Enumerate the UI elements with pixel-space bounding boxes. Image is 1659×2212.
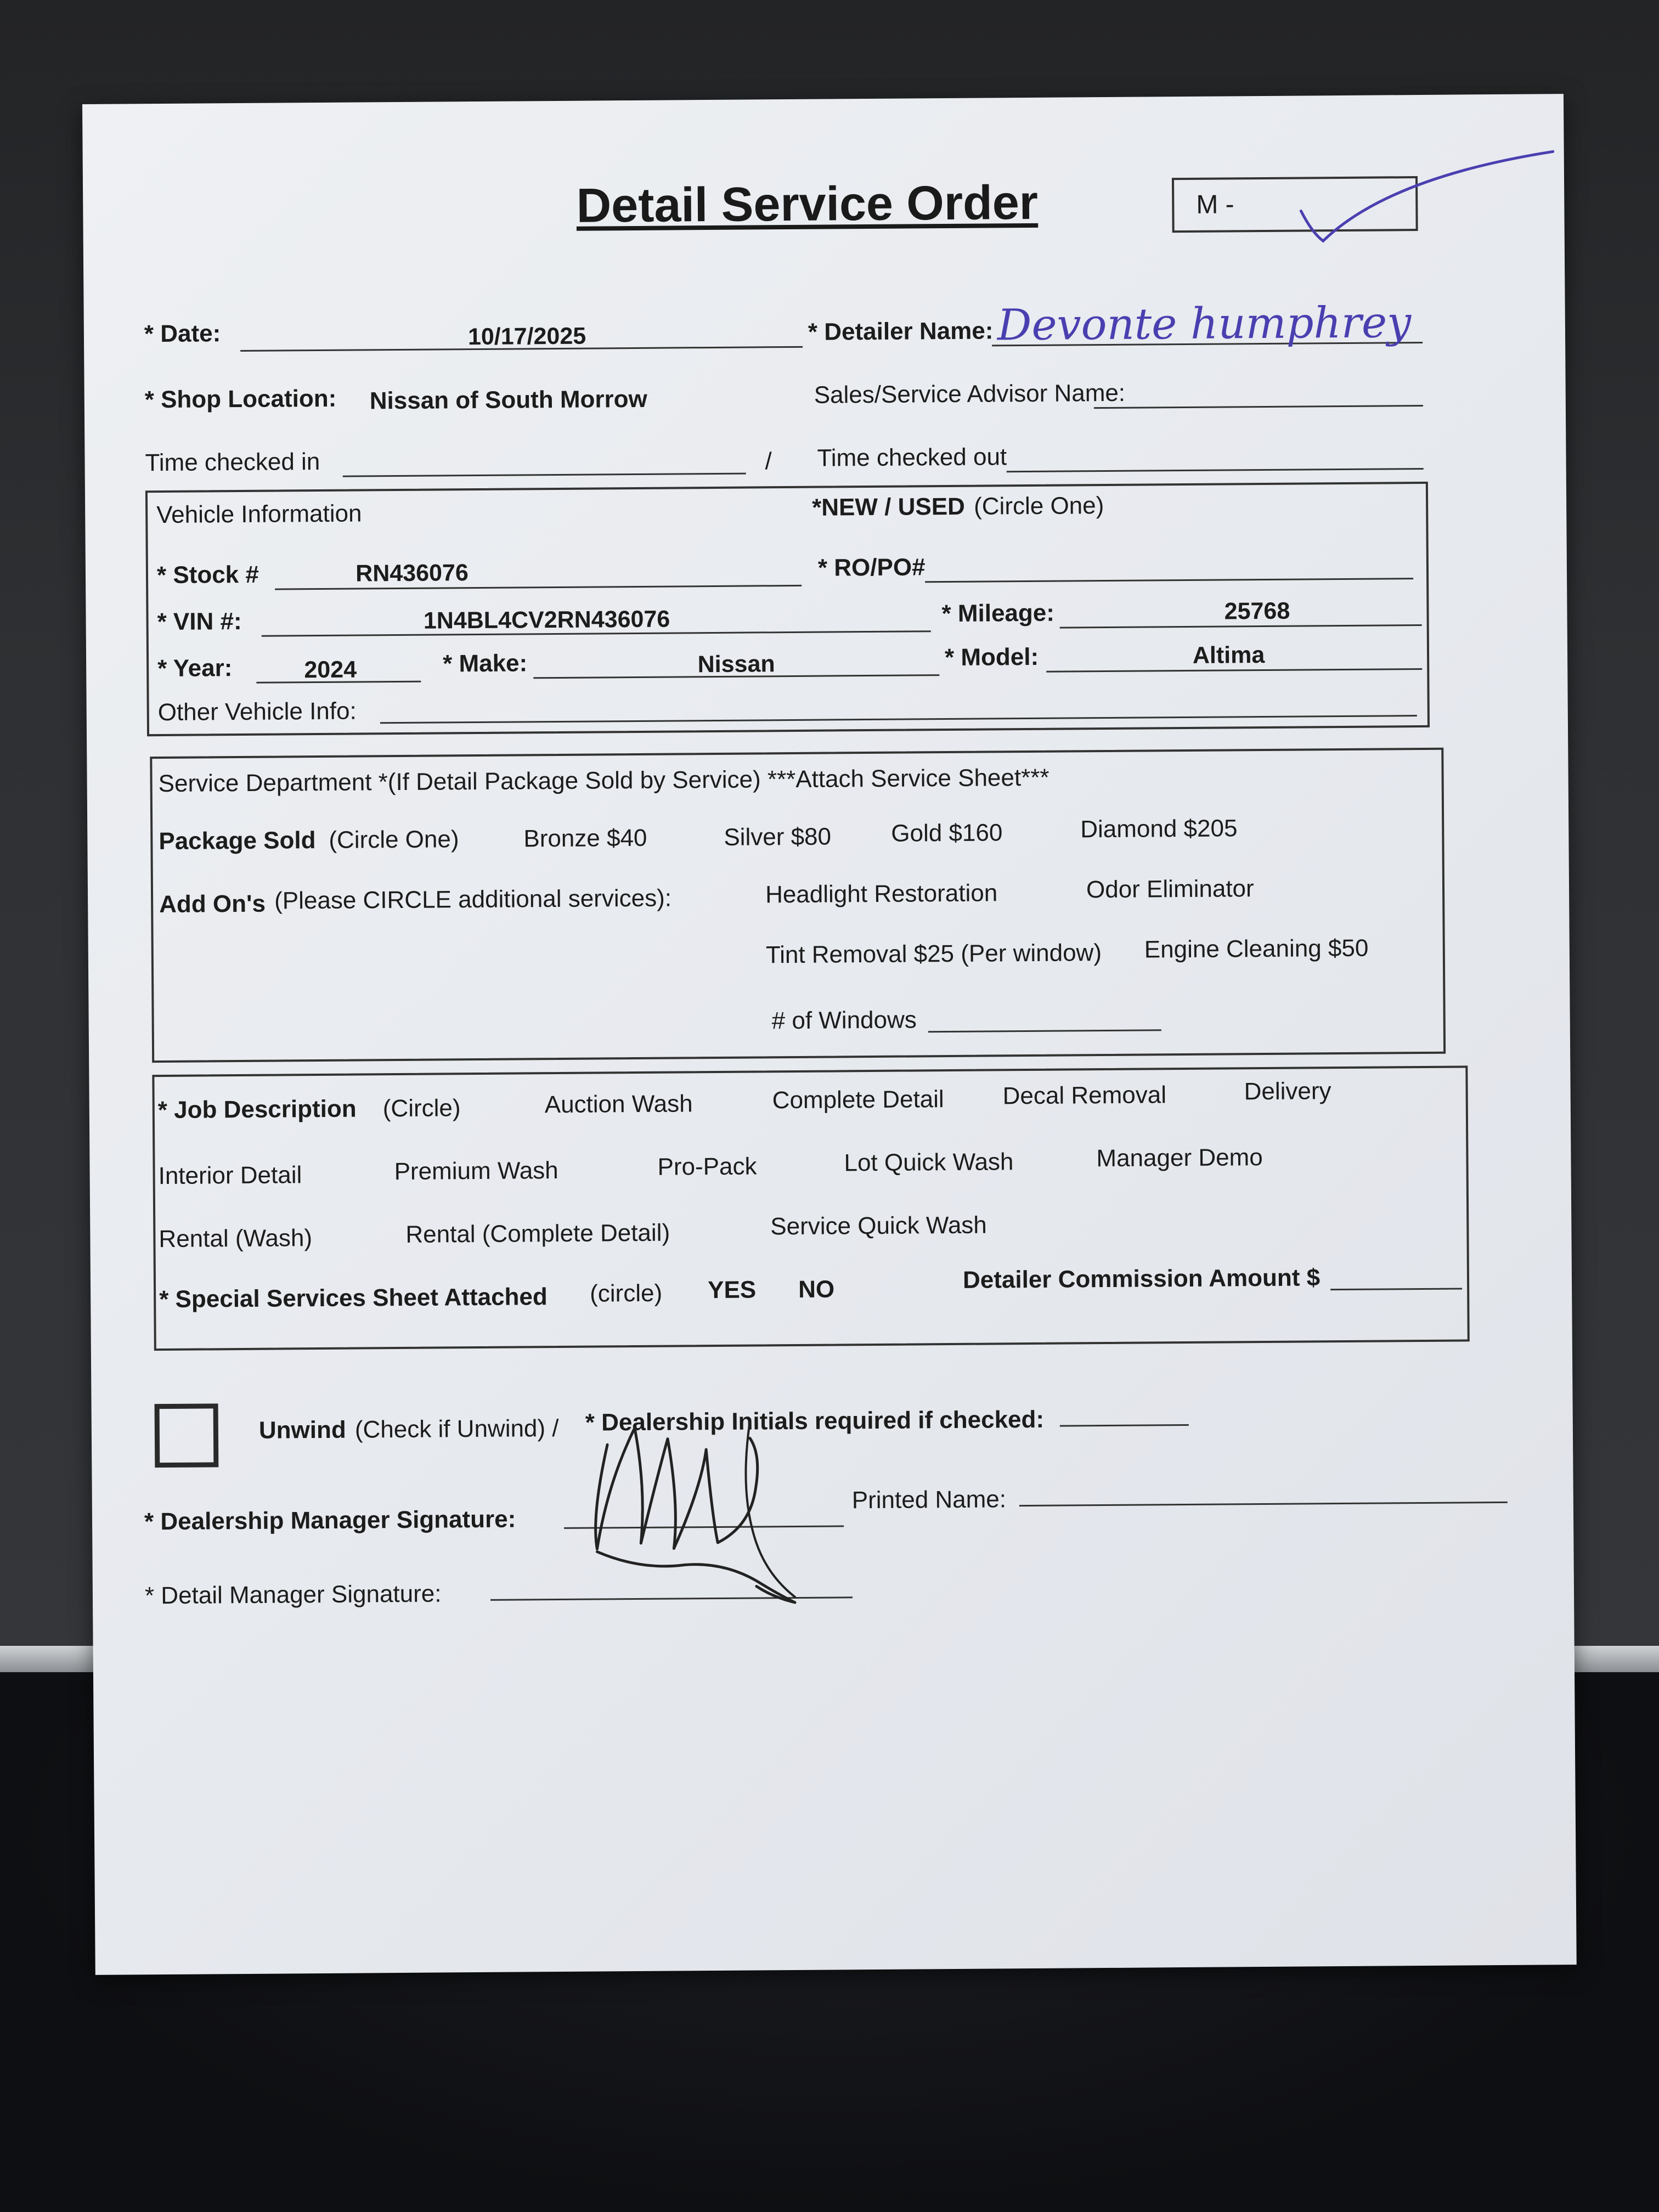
- stock-label: * Stock #: [156, 561, 259, 589]
- addon-tint-removal[interactable]: Tint Removal $25 (Per window): [765, 939, 1102, 969]
- vehicle-info-heading: Vehicle Information: [156, 500, 362, 529]
- unwind-label: Unwind: [258, 1416, 346, 1444]
- number-of-windows-label: # of Windows: [771, 1006, 917, 1035]
- printed-name-line[interactable]: [1019, 1502, 1508, 1506]
- handwritten-check-mark: [1278, 127, 1565, 250]
- detailer-name-handwriting: Devonte humphrey: [997, 298, 1412, 351]
- advisor-name-line[interactable]: [1094, 405, 1423, 409]
- make-value: Nissan: [697, 651, 775, 678]
- advisor-name-label: Sales/Service Advisor Name:: [814, 379, 1126, 409]
- time-checked-out-line[interactable]: [1007, 468, 1424, 472]
- special-services-instruction: (circle): [589, 1279, 663, 1307]
- model-value: Altima: [1192, 641, 1265, 669]
- job-interior-detail[interactable]: Interior Detail: [158, 1161, 302, 1190]
- time-checked-out-label: Time checked out: [817, 443, 1007, 472]
- job-rental-complete-detail[interactable]: Rental (Complete Detail): [405, 1219, 670, 1248]
- m-number-label: M -: [1196, 190, 1234, 219]
- job-complete-detail[interactable]: Complete Detail: [772, 1086, 944, 1114]
- add-ons-label: Add On's: [159, 890, 266, 918]
- make-label: * Make:: [442, 650, 528, 678]
- dealership-manager-signature-label: * Dealership Manager Signature:: [144, 1505, 516, 1536]
- job-service-quick-wash[interactable]: Service Quick Wash: [770, 1211, 987, 1240]
- job-decal-removal[interactable]: Decal Removal: [1002, 1081, 1167, 1110]
- job-description-label: * Job Description: [157, 1095, 357, 1124]
- service-order-sheet: [82, 94, 1577, 1975]
- mileage-label: * Mileage:: [941, 599, 1055, 628]
- job-description-instruction: (Circle): [382, 1094, 461, 1122]
- commission-label: Detailer Commission Amount $: [962, 1264, 1321, 1294]
- unwind-instruction: (Check if Unwind) /: [354, 1414, 559, 1443]
- addon-odor-eliminator[interactable]: Odor Eliminator: [1086, 875, 1254, 904]
- date-value: 10/17/2025: [467, 323, 586, 351]
- job-premium-wash[interactable]: Premium Wash: [394, 1156, 558, 1186]
- package-gold[interactable]: Gold $160: [891, 819, 1003, 847]
- time-checked-in-line[interactable]: [343, 473, 746, 477]
- package-silver[interactable]: Silver $80: [724, 823, 832, 851]
- year-label: * Year:: [157, 654, 233, 682]
- other-vehicle-info-label: Other Vehicle Info:: [157, 697, 357, 726]
- job-pro-pack[interactable]: Pro-Pack: [657, 1153, 757, 1181]
- date-label: * Date:: [144, 320, 221, 348]
- job-rental-wash[interactable]: Rental (Wash): [159, 1224, 313, 1253]
- new-used-instruction: (Circle One): [973, 492, 1104, 520]
- detailer-name-label: * Detailer Name:: [808, 317, 994, 346]
- special-services-label: * Special Services Sheet Attached: [159, 1283, 548, 1313]
- year-value: 2024: [304, 656, 357, 684]
- dealership-initials-label: * Dealership Initials required if checked:: [585, 1406, 1045, 1436]
- mileage-value: 25768: [1224, 597, 1290, 625]
- job-delivery[interactable]: Delivery: [1244, 1077, 1331, 1105]
- job-lot-quick-wash[interactable]: Lot Quick Wash: [844, 1148, 1014, 1177]
- dealership-initials-line[interactable]: [1060, 1424, 1189, 1427]
- manager-signature-scribble: [574, 1404, 861, 1621]
- vin-value: 1N4BL4CV2RN436076: [423, 606, 670, 634]
- printed-name-label: Printed Name:: [851, 1486, 1007, 1514]
- package-diamond[interactable]: Diamond $205: [1080, 815, 1238, 843]
- shop-location-value: Nissan of South Morrow: [369, 385, 647, 415]
- job-auction-wash[interactable]: Auction Wash: [544, 1090, 693, 1119]
- package-sold-instruction: (Circle One): [329, 826, 459, 854]
- vin-label: * VIN #:: [157, 607, 242, 636]
- shop-location-label: * Shop Location:: [144, 385, 337, 414]
- unwind-checkbox[interactable]: [155, 1403, 219, 1468]
- add-ons-instruction: (Please CIRCLE additional services):: [274, 884, 672, 915]
- addon-engine-cleaning[interactable]: Engine Cleaning $50: [1144, 934, 1369, 963]
- special-services-no[interactable]: NO: [798, 1276, 835, 1303]
- package-bronze[interactable]: Bronze $40: [523, 824, 647, 853]
- time-checked-in-label: Time checked in: [145, 448, 320, 477]
- time-separator: /: [765, 448, 772, 475]
- new-used-label[interactable]: *NEW / USED: [811, 493, 966, 521]
- package-sold-label: Package Sold: [159, 827, 316, 855]
- form-title: Detail Service Order: [576, 174, 1039, 233]
- service-department-heading: Service Department *(If Detail Package Sold by Service) ***Attach Service Sheet***: [158, 764, 1049, 798]
- stock-value: RN436076: [356, 560, 469, 587]
- addon-headlight-restoration[interactable]: Headlight Restoration: [765, 879, 998, 909]
- ro-po-label: * RO/PO#: [817, 554, 926, 582]
- job-manager-demo[interactable]: Manager Demo: [1096, 1144, 1263, 1172]
- detail-manager-signature-label: * Detail Manager Signature:: [144, 1580, 442, 1610]
- special-services-yes[interactable]: YES: [707, 1276, 757, 1304]
- model-label: * Model:: [944, 643, 1039, 672]
